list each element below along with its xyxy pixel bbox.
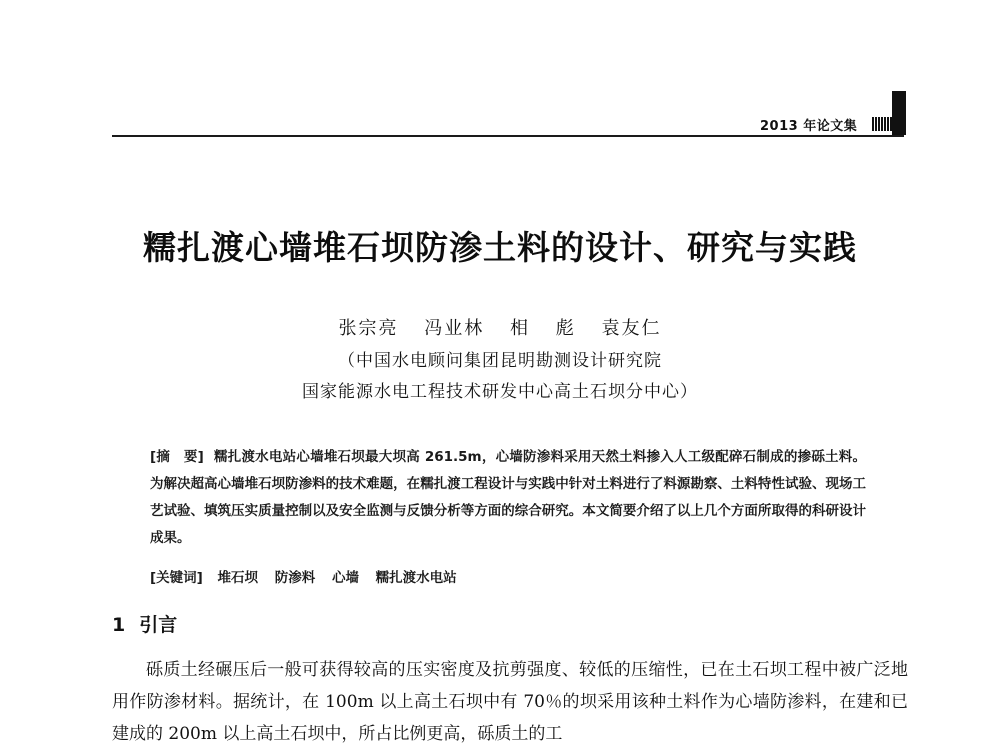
paper-title: 糯扎渡心墙堆石坝防渗土料的设计、研究与实践 xyxy=(143,228,857,267)
section-heading xyxy=(112,610,177,637)
abstract-label: [摘 要] xyxy=(150,449,204,465)
author-list xyxy=(0,314,1000,340)
section-number: 1 xyxy=(112,614,126,636)
keyword-2: 防渗料 xyxy=(274,570,316,586)
author-4: 彪 xyxy=(555,318,576,339)
keyword-4: 糯扎渡水电站 xyxy=(375,570,457,586)
header-rule xyxy=(112,135,904,137)
running-head-mark xyxy=(872,117,892,131)
affiliation-line-1: （中国水电顾问集团昆明勘测设计研究院 xyxy=(338,351,662,371)
author-1: 张宗亮 xyxy=(338,318,399,339)
section-title: 引言 xyxy=(139,614,178,636)
keywords xyxy=(150,566,866,586)
keyword-3: 心墙 xyxy=(331,570,359,586)
header-corner-block xyxy=(892,91,906,135)
author-5: 袁友仁 xyxy=(601,318,662,339)
abstract-text: 糯扎渡水电站心墙堆石坝最大坝高 261.5m，心墙防渗料采用天然土料掺入人工级配碎石制成的掺砾土料。为解决超高心墙堆石坝防渗料的技术难题，在糯扎渡工程设计与实践中针对土料进行了料源勘察、土料特性试验、现场工艺试验、填筑压实质量控制以及安全监测与反馈分析等方面的综合研究。本文简要介绍了以上几个方面所取得的科研设计成果。 xyxy=(150,449,867,546)
keywords-label: [关键词] xyxy=(150,570,203,586)
abstract xyxy=(150,444,866,552)
author-2: 冯业林 xyxy=(424,318,485,339)
running-head: 2013 年论文集 xyxy=(760,119,858,134)
body-paragraph: 砾质土经碾压后一般可获得较高的压实密度及抗剪强度、较低的压缩性，已在土石坝工程中被广泛地用作防渗材料。据统计，在 100m 以上高土石坝中有 70％的坝采用该种土料作为心墙防渗料，在建和已建成的 200m 以上高土石坝中，所占比例更高，砾质土的工 xyxy=(112,660,908,744)
keyword-1: 堆石坝 xyxy=(217,570,259,586)
author-3: 相 xyxy=(510,318,530,339)
affiliation-line-2: 国家能源水电工程技术研发中心高土石坝分中心） xyxy=(302,382,698,402)
body-text xyxy=(112,654,908,750)
